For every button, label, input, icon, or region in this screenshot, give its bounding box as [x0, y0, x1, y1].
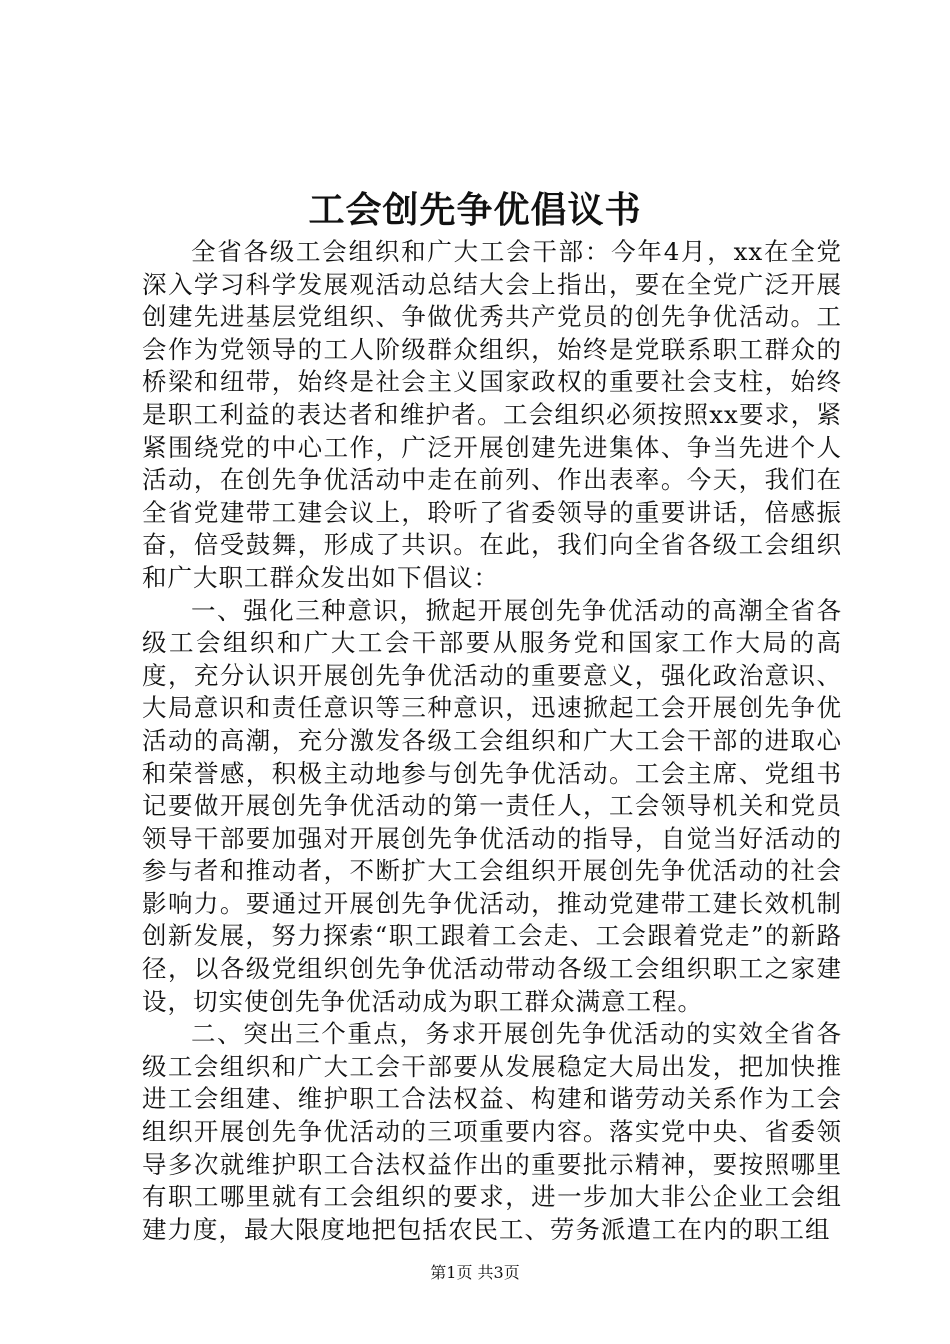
document-body [142, 236, 842, 1246]
document-title: 工会创先争优倡议书 [308, 189, 642, 231]
paragraph-section-two: 二、突出三个重点，务求开展创先争优活动的实效全省各级工会组织和广大工会干部要从发展稳定大局出发，把加快推进工会组建、维护职工合法权益、构建和谐劳动关系作为工会组织开展创先争优活动的三项重要内容。落实党中央、省委领导多次就维护职工合法权益作出的重要批示精神，要按照哪里有职工哪里就有工会组织的要求，进一步加大非公企业工会组建力度，最大限度地把包括农民工、劳务派遣工在内的职工组 [142, 1019, 842, 1244]
paragraph-section-one: 一、强化三种意识，掀起开展创先争优活动的高潮全省各级工会组织和广大工会干部要从服务党和国家工作大局的高度，充分认识开展创先争优活动的重要意义，强化政治意识、大局意识和责任意识等三种意识，迅速掀起工会开展创先争优活动的高潮，充分激发各级工会组织和广大工会干部的进取心和荣誉感，积极主动地参与创先争优活动。工会主席、党组书记要做开展创先争优活动的第一责任人，工会领导机关和党员领导干部要加强对开展创先争优活动的指导，自觉当好活动的参与者和推动者，不断扩大工会组织开展创先争优活动的社会影响力。要通过开展创先争优活动，推动党建带工建长效机制创新发展，努力探索“职工跟着工会走、工会跟着党走”的新路径，以各级党组织创先争优活动带动各级工会组织职工之家建设，切实使创先争优活动成为职工群众满意工程。 [142, 595, 842, 1016]
page-number-footer: 第1页 共3页 [430, 1263, 520, 1282]
paragraph-opening: 全省各级工会组织和广大工会干部：今年4月，xx在全党深入学习科学发展观活动总结大会上指出，要在全党广泛开展创建先进基层党组织、争做优秀共产党员的创先争优活动。工会作为党领导的工人阶级群众组织，始终是党联系职工群众的桥梁和纽带，始终是社会主义国家政权的重要社会支柱，始终是职工利益的表达者和维护者。工会组织必须按照xx要求，紧紧围绕党的中心工作，广泛开展创建先进集体、争当先进个人活动，在创先争优活动中走在前列、作出表率。今天，我们在全省党建带工建会议上，聆听了省委领导的重要讲话，倍感振奋，倍受鼓舞，形成了共识。在此，我们向全省各级工会组织和广大职工群众发出如下倡议： [142, 237, 842, 592]
